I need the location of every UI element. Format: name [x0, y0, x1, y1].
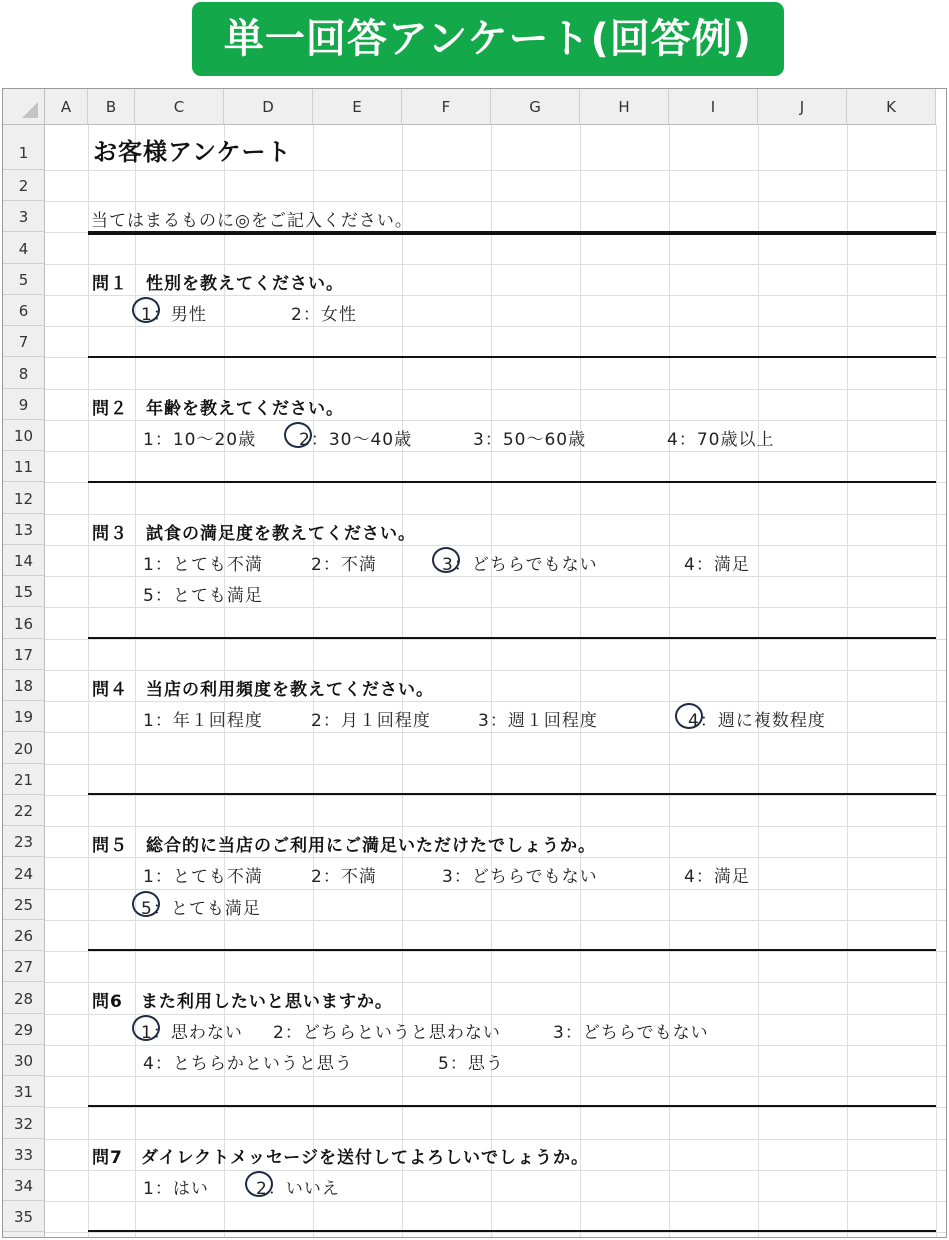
row-header-34[interactable]: 34 [3, 1170, 45, 1201]
col-header-j[interactable]: J [758, 89, 847, 125]
answer-circle-q7 [245, 1171, 273, 1197]
row-header-17[interactable]: 17 [3, 639, 45, 670]
col-header-i[interactable]: I [669, 89, 758, 125]
q7-option-2[interactable]: 2：いいえ [256, 1179, 340, 1199]
row-header-25[interactable]: 25 [3, 889, 45, 920]
q3-option-1[interactable]: 1：とても不満 [143, 555, 263, 575]
q5-option-4[interactable]: 4：満足 [684, 867, 750, 887]
row-header-8[interactable]: 8 [3, 357, 45, 389]
q1-option-1[interactable]: 1：男性 [141, 305, 207, 325]
q2-label[interactable]: 問２ 年齢を教えてください。 [92, 399, 344, 419]
col-header-g[interactable]: G [491, 89, 580, 125]
q2-option-4[interactable]: 4：70歳以上 [667, 430, 775, 450]
answer-circle-q4 [675, 703, 703, 729]
row-header-3[interactable]: 3 [3, 201, 45, 232]
q3-option-5[interactable]: 5：とても満足 [143, 586, 263, 606]
row-header-31[interactable]: 31 [3, 1076, 45, 1107]
row-header-35[interactable]: 35 [3, 1201, 45, 1232]
q5-label[interactable]: 問５ 総合的に当店のご利用にご満足いただけたでしょうか。 [92, 836, 596, 856]
col-header-d[interactable]: D [224, 89, 313, 125]
q3-option-4[interactable]: 4：満足 [684, 555, 750, 575]
row-header-1[interactable]: 1 [3, 125, 45, 170]
row-header-5[interactable]: 5 [3, 264, 45, 295]
row-header-36[interactable] [3, 1232, 45, 1238]
divider-thick [88, 231, 936, 235]
select-all-corner[interactable] [3, 89, 45, 125]
col-header-c[interactable]: C [135, 89, 224, 125]
col-header-b[interactable]: B [88, 89, 135, 125]
row-header-9[interactable]: 9 [3, 389, 45, 420]
row-header-33[interactable]: 33 [3, 1139, 45, 1170]
q2-option-3[interactable]: 3：50〜60歳 [473, 430, 587, 450]
q3-option-3[interactable]: 3：どちらでもない [442, 555, 598, 575]
col-header-e[interactable]: E [313, 89, 402, 125]
answer-circle-q5 [132, 891, 160, 917]
row-header-14[interactable]: 14 [3, 545, 45, 576]
col-header-f[interactable]: F [402, 89, 491, 125]
q2-option-1[interactable]: 1：10〜20歳 [143, 430, 257, 450]
q4-option-2[interactable]: 2：月１回程度 [311, 711, 431, 731]
q6-option-1[interactable]: 1：思わない [141, 1023, 243, 1043]
q6-label[interactable]: 問6 また利用したいと思いますか。 [92, 992, 393, 1012]
q3-option-2[interactable]: 2：不満 [311, 555, 377, 575]
row-header-15[interactable]: 15 [3, 576, 45, 607]
divider-q5 [88, 949, 936, 951]
row-header-28[interactable]: 28 [3, 982, 45, 1014]
q4-option-3[interactable]: 3：週１回程度 [478, 711, 598, 731]
row-header-30[interactable]: 30 [3, 1045, 45, 1076]
row-header-26[interactable]: 26 [3, 920, 45, 951]
row-header-13[interactable]: 13 [3, 514, 45, 545]
q4-label[interactable]: 問４ 当店の利用頻度を教えてください。 [92, 680, 434, 700]
q7-option-1[interactable]: 1：はい [143, 1179, 209, 1199]
row-header-12[interactable]: 12 [3, 482, 45, 514]
q6-option-3[interactable]: 3：どちらでもない [553, 1023, 709, 1043]
page-banner: 単一回答アンケート(回答例) [192, 2, 784, 76]
row-header-21[interactable]: 21 [3, 764, 45, 795]
q5-option-3[interactable]: 3：どちらでもない [442, 867, 598, 887]
row-header-32[interactable]: 32 [3, 1107, 45, 1139]
q6-option-2[interactable]: 2：どちらというと思わない [273, 1023, 501, 1043]
answer-circle-q3 [432, 547, 460, 573]
col-header-a[interactable]: A [45, 89, 88, 125]
divider-q7 [88, 1230, 936, 1232]
q5-option-1[interactable]: 1：とても不満 [143, 867, 263, 887]
q1-label[interactable]: 問１ 性別を教えてください。 [92, 274, 344, 294]
q3-label[interactable]: 問３ 試食の満足度を教えてください。 [92, 524, 416, 544]
row-header-19[interactable]: 19 [3, 701, 45, 732]
row-header-4[interactable]: 4 [3, 232, 45, 264]
q2-option-2[interactable]: 2：30〜40歳 [299, 430, 413, 450]
answer-circle-q6 [132, 1015, 160, 1041]
row-header-18[interactable]: 18 [3, 670, 45, 701]
q6-option-5[interactable]: 5：思う [438, 1054, 504, 1074]
row-header-2[interactable]: 2 [3, 170, 45, 201]
divider-q2 [88, 481, 936, 483]
q6-option-4[interactable]: 4：とちらかというと思う [143, 1054, 353, 1074]
q5-option-2[interactable]: 2：不満 [311, 867, 377, 887]
q5-option-5[interactable]: 5：とても満足 [141, 899, 261, 919]
row-header-23[interactable]: 23 [3, 826, 45, 857]
q4-option-1[interactable]: 1：年１回程度 [143, 711, 263, 731]
divider-q6 [88, 1105, 936, 1107]
row-header-6[interactable]: 6 [3, 295, 45, 326]
row-header-11[interactable]: 11 [3, 451, 45, 482]
q1-option-2[interactable]: 2：女性 [291, 305, 357, 325]
col-header-k[interactable]: K [847, 89, 936, 125]
row-header-10[interactable]: 10 [3, 420, 45, 451]
row-header-7[interactable]: 7 [3, 326, 45, 357]
row-header-20[interactable]: 20 [3, 732, 45, 764]
row-header-29[interactable]: 29 [3, 1014, 45, 1045]
sheet-title[interactable]: お客様アンケート [93, 138, 292, 166]
spreadsheet[interactable] [2, 88, 947, 1238]
divider-q4 [88, 793, 936, 795]
q4-option-4[interactable]: 4：週に複数程度 [688, 711, 826, 731]
row-header-16[interactable]: 16 [3, 607, 45, 639]
row-header-27[interactable]: 27 [3, 951, 45, 982]
answer-circle-q2 [284, 422, 312, 448]
answer-circle-q1 [132, 297, 160, 323]
row-header-22[interactable]: 22 [3, 795, 45, 826]
row-header-24[interactable]: 24 [3, 857, 45, 889]
col-header-h[interactable]: H [580, 89, 669, 125]
q7-label[interactable]: 問7 ダイレクトメッセージを送付してよろしいでしょうか。 [92, 1148, 589, 1168]
divider-q3 [88, 637, 936, 639]
instruction[interactable]: 当てはまるものに◎をご記入ください。 [91, 211, 413, 231]
divider-q1 [88, 356, 936, 358]
